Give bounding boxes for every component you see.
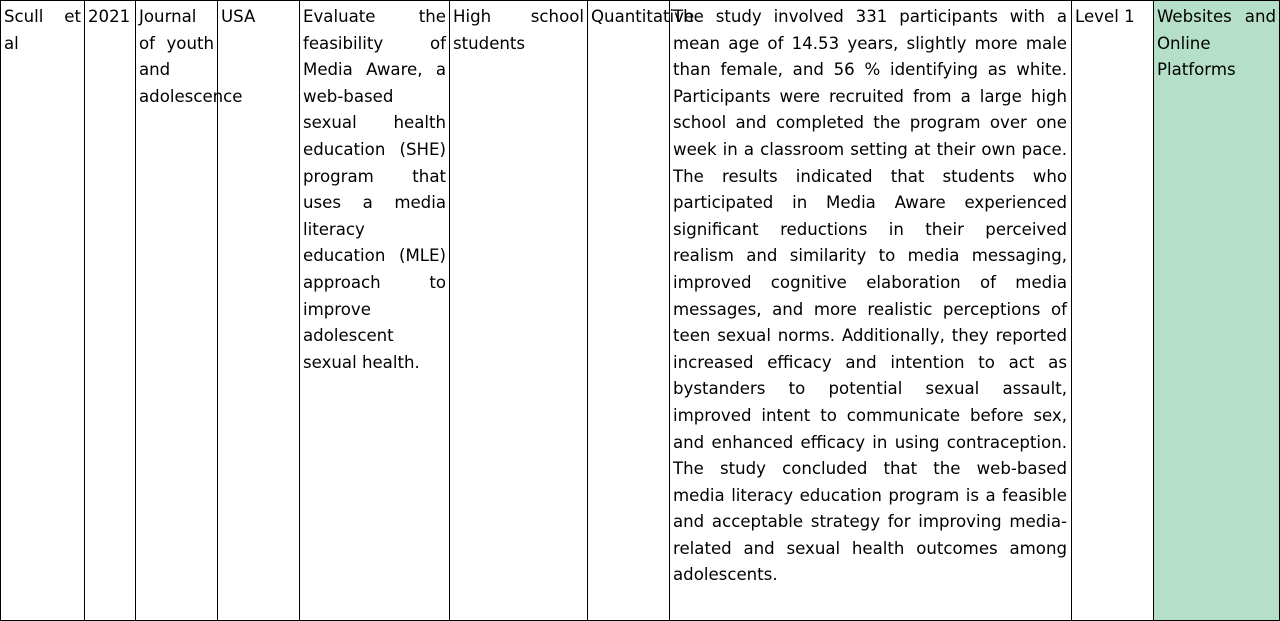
cell-year: 2021 [85,1,136,620]
cell-design: Quantitative [588,1,670,620]
cell-population: High school students [450,1,588,620]
cell-journal: Journal of youth and adolescence [136,1,218,620]
cell-author: Scull et al [1,1,85,620]
cell-findings: The study involved 331 participants with a mean age of 14.53 years, slightly more male than female, and 56 % identifying as white. Participants were recruited from a large high school and completed the program over one week in a classroom setting at their own pace. The results indicated that students who participated in Media Aware experienced significant reductions in their perceived realism and similarity to media messaging, improved cognitive elaboration of media messages, and more realistic perceptions of teen sexual norms. Additionally, they reported increased efficacy and intention to act as bystanders to potential sexual assault, improved intent to communicate before sex, and enhanced efficacy in using contraception. The study concluded that the web-based media literacy education program is a feasible and acceptable strategy for improving media-related and sexual health outcomes among adolescents. [670,1,1072,620]
cell-level: Level 1 [1072,1,1154,620]
cell-category: Websites and Online Platforms [1154,1,1279,620]
cell-aim: Evaluate the feasibility of Media Aware, a web-based sexual health education (SHE) program that uses a media literacy education (MLE) approach to improve adolescent sexual health. [300,1,450,620]
cell-country: USA [218,1,300,620]
